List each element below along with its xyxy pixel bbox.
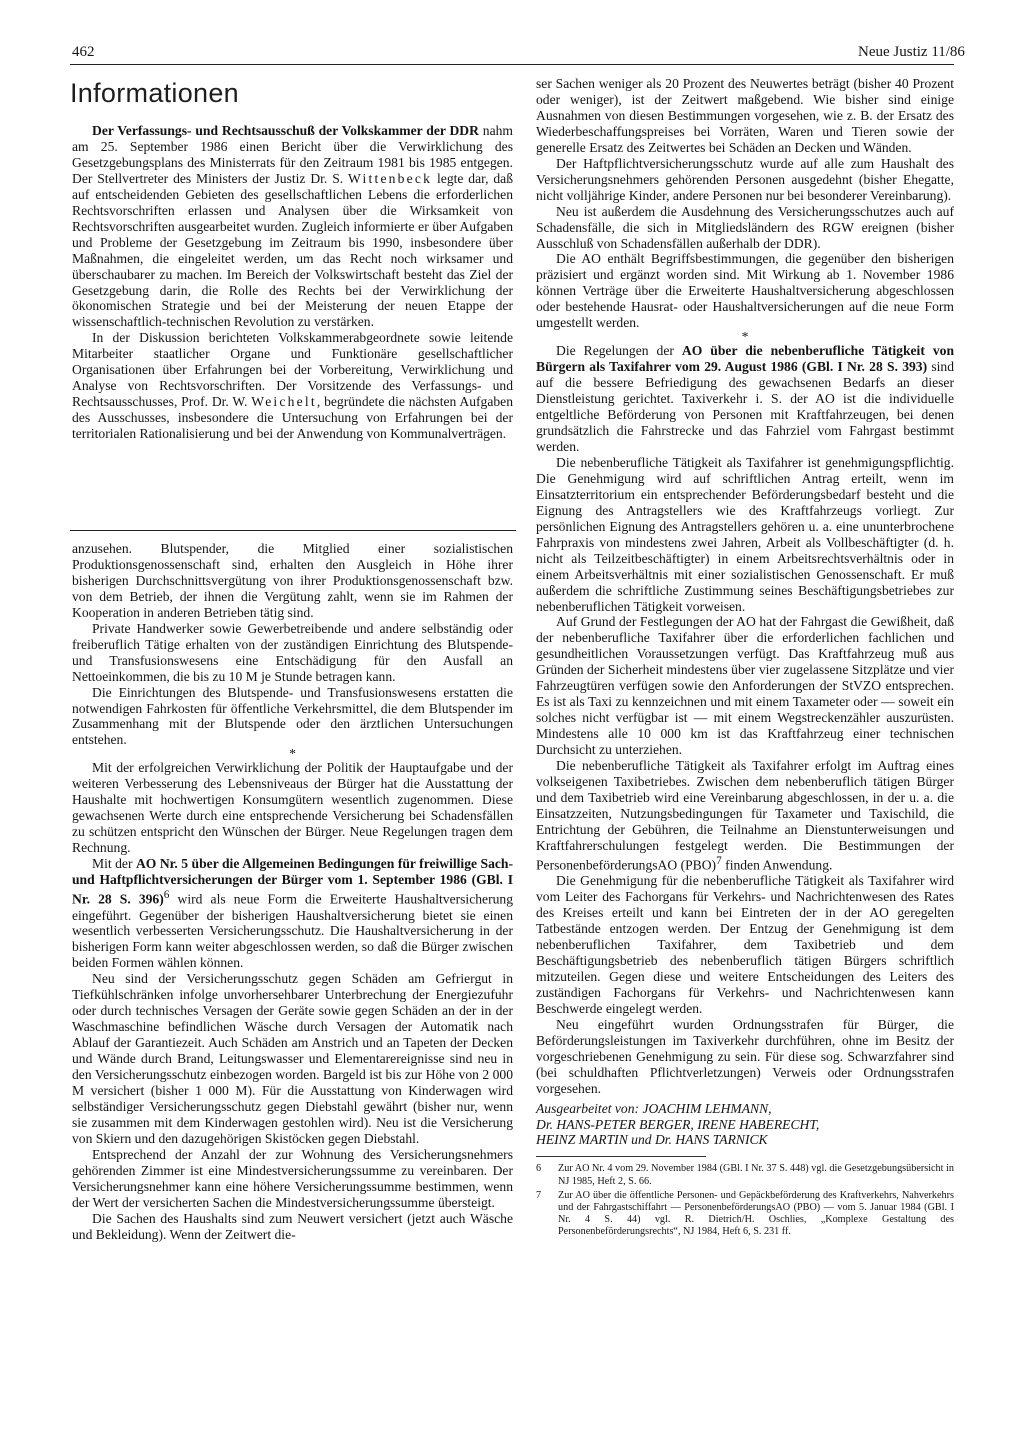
paragraph: Private Handwerker sowie Gewerbetreibende und andere selbständig oder freiberuflich Tätige erhalten von der zuständigen Einrichtung des Blutspende- und Transfusionswesens eine Entschädigung für den Ausfall an Nettoeinkommen, die bis zu 10 M je Stunde betragen kann.: [72, 620, 513, 684]
footnote: 6 Zur AO Nr. 4 vom 29. November 1984 (GBl. I Nr. 37 S. 448) vgl. die Gesetzgebungsübersicht in NJ 1985, Heft 2, S. 66.: [536, 1163, 954, 1187]
paragraph: Mit der AO Nr. 5 über die Allgemeinen Bedingungen für freiwillige Sach- und Haftpflichtversicherungen der Bürger vom 1. September 1986 (GBl. I Nr. 28 S. 396)$^6$ wird als neue Form die Erweiterte Haushaltversicherung eingeführt. Gegenüber der bisherigen Haushaltversicherung bietet sie einen wesentlich verbesserten Versicherungsschutz. Die Haushaltversicherung in der bisherigen Form kann weiter abgeschlossen werden, so daß die Bürger zwischen beiden Formen wählen können.: [72, 856, 513, 971]
paragraph: ser Sachen weniger als 20 Prozent des Neuwertes beträgt (bisher 40 Prozent oder weniger), ist der Zeitwert maßgebend. Wie bisher sind einige Ausnahmen von diesen Bestimmungen vorgesehen, wie z. B. der Ersatz des Wiederbeschaffungspreises bei Vorräten, Waren und Tieren sowie der generelle Ersatz des Zeitwertes bei Schäden an Decken und Wänden.: [536, 76, 954, 155]
paragraph: anzusehen. Blutspender, die Mitglied einer sozialistischen Produktionsgenossenschaft sind, erhalten den Ausgleich in Höhe ihrer bisherigen Durchschnittsvergütung von ihrer Produktionsgenossenschaft bzw. von dem Betrieb, der ihnen die Vergütung zahlt, wenn sie im Rahmen der Kooperation in anderen Betrieben tätig sind.: [72, 541, 513, 620]
paragraph: Der Haftpflichtversicherungsschutz wurde auf alle zum Haushalt des Versicherungsnehmers gehörenden Personen ausgedehnt (bisher Ehegatte, nicht volljährige Kinder, andere Personen nur bei besonderer Vereinbarung).: [536, 155, 954, 203]
article-verfassungsausschuss: [72, 123, 513, 442]
paragraph: Die nebenberufliche Tätigkeit als Taxifahrer ist genehmigungspflichtig. Die Genehmigung wird auf schriftlichen Antrag erteilt, wenn im Einsatzterritorium ein entsprechender Beförderungsbedarf besteht und die Eignung des Antragstellers wie des Kraftfahrzeugs vorliegt. Zur persönlichen Eignung des Antragstellers gehören u. a. eine ununterbrochene Fahrpraxis von mindestens zwei Jahren, Arbeit als Vollbeschäftigter (d. h. nicht als Teilzeitbeschäftigter) in einem Arbeitsrechtsverhältnis oder in einem Arbeitsverhältnis mit einer sozialistischen Genossenschaft. Er muß außerdem die schriftliche Zustimmung seines Beschäftigungsbetriebes zur nebenberuflichen Tätigkeit vorweisen.: [536, 454, 954, 614]
paragraph: Entsprechend der Anzahl der zur Wohnung des Versicherungsnehmers gehörenden Zimmer ist eine Mindestversicherungssumme zu vereinbaren. Der Versicherungsnehmer kann eine höhere Versicherungssumme bestimmen, wenn der Wert der versicherten Sachen die Mindestversicherungssumme übersteigt.: [72, 1146, 513, 1210]
author-credit: Ausgearbeitet von: JOACHIM LEHMANN, Dr. HANS-PETER BERGER, IRENE HABERECHT, HEINZ MARTIN und Dr. HANS TARNICK: [536, 1100, 820, 1148]
article-divider: [70, 530, 516, 531]
footnote: 7 Zur AO über die öffentliche Personen- und Gepäckbeförderung des Kraftverkehrs, Nahverkehrs und der Fahrgastschiffahrt — PersonenbeförderungsAO (PBO) — vom 5. Januar 1984 (GBl. I Nr. 4 S. 44) vgl. R. Dietrich/H. Oschlies, „Komplexe Gestaltung des Personenbeförderungsrechts“, NJ 1984, Heft 6, S. 231 ff.: [536, 1189, 954, 1238]
section-title: Informationen: [70, 78, 239, 108]
paragraph: Neu sind der Versicherungsschutz gegen Schäden am Gefriergut in Tiefkühlschränken infolge unvorhersehbarer Unterbrechung der Energiezufuhr oder durch technisches Versagen der Geräte sowie gegen Schäden an der in der Waschmaschine befindlichen Wäsche durch Versagen der Automatik nach Ablauf der Garantiezeit. Auch Schäden am Anstrich und an Tapeten der Decken und Wände durch Brand, Leitungswasser und Elementarereignisse sind neu in den Versicherungsschutz einbezogen worden. Bargeld ist bis zur Höhe von 2 000 M versichert (bisher 1 000 M). Für die Ausstattung von Kinderwagen wird selbständiger Versicherungsschutz gegen Diebstahl gewährt (bisher nur, wenn sie zusammen mit dem Kinderwagen gestohlen wird). Neu ist die Versicherung von Skiern und den dazugehörigen Skistöcken gegen Diebstahl.: [72, 971, 513, 1146]
paragraph: Die Regelungen der AO über die nebenberufliche Tätigkeit von Bürgern als Taxifahrer vom 29. August 1986 (GBl. I Nr. 28 S. 393) sind auf die bessere Befriedigung des gewachsenen Bedarfs an dieser Dienstleistung gerichtet. Taxiverkehr i. S. der AO ist die individuelle entgeltliche Beförderung von Personen mit Kraftfahrzeugen, bei denen grundsätzlich die Fahrstrecke und das Fahrziel vom Fahrgast bestimmt werden.: [536, 343, 955, 454]
right-column-text: [536, 76, 954, 1241]
section-separator: *: [289, 746, 296, 762]
paragraph: Die Genehmigung für die nebenberufliche Tätigkeit als Taxifahrer wird vom Leiter des Fachorgans für Verkehrs- und Nachrichtenwesen des Rates des Kreises erteilt und kann bei Eintreten der in der AO geregelten Tatbestände entzogen werden. Der Entzug der Genehmigung ist dem nebenberuflichen Taxifahrer, dem Taxibetrieb und dem Beschäftigungsbetrieb des nebenberuflich tätigen Bürgers schriftlich mitzuteilen. Gegen diese und weitere Entscheidungen des Leiters des zuständigen Fachorgans für Verkehrs- und Nachrichtenwesen kann Beschwerde eingelegt werden.: [536, 873, 954, 1016]
paragraph: Die Sachen des Haushalts sind zum Neuwert versichert (jetzt auch Wäsche und Bekleidung). Wenn der Zeitwert die-: [72, 1210, 513, 1242]
paragraph: Mit der erfolgreichen Verwirklichung der Politik der Hauptaufgabe und der weiteren Verbesserung des Lebensniveaus der Bürger hat die Ausstattung der Haushalte mit hochwertigen Konsumgütern wesentlich zugenommen. Diese gewachsenen Werte durch eine entsprechende Versicherung bei Schadensfällen zu schützen entspricht den Wünschen der Bürger. Neue Regelungen tragen dem Rechnung.: [72, 760, 513, 856]
paragraph: In der Diskussion berichteten Volkskammerabgeordnete sowie leitende Mitarbeiter staatlicher Organe und Funktionäre gesellschaftlicher Organisationen über Erfahrungen bei der Vorbereitung, Verwirklichung und Analyse von Rechtsvorschriften. Der Vorsitzende des Verfassungs- und Rechtsausschusses, Prof. Dr. W. Weichelt, begründete die nächsten Aufgaben des Ausschusses, insbesondere die Untersuchung von Erfahrungen bei der territorialen Rationalisierung und bei der Anwendung von Kommunalverträgen.: [72, 330, 513, 442]
page-number: 462: [72, 44, 95, 60]
paragraph: Neu eingeführt wurden Ordnungsstrafen für Bürger, die Beförderungsleistungen im Taxiverkehr durchführen, ohne im Besitz der vorgeschriebenen Genehmigung zu sein. Für diese sog. Schwarzfahrer sind (bei schuldhaften Pflichtverletzungen) Verweis oder Ordnungsstrafen vorgesehen.: [536, 1016, 954, 1096]
paragraph: Der Verfassungs- und Rechtsausschuß der Volkskammer der DDR nahm am 25. September 1986 einen Bericht über die Verwirklichung des Gesetzgebungsplans des Ministerrats für den Zeitraum 1981 bis 1985 entgegen. Der Stellvertreter des Ministers der Justiz Dr. S. Wittenbeck legte dar, daß auf entscheidenden Gebieten des gesellschaftlichen Lebens die erforderlichen Rechtsvorschriften erlassen und Analysen über die Wirksamkeit von Rechtsvorschriften ausgearbeitet wurden. Zugleich informierte er über Aufgaben und Probleme der Gesetzgebung im Zeitraum bis 1990, insbesondere über Maßnahmen, die eingeleitet werden, um das Recht noch wirksamer und überschaubarer zu machen. Im Bereich der Volkswirtschaft besteht das Ziel der Gesetzgebung darin, die Rolle des Rechts bei der Verwirklichung der ökonomischen Strategie und bei der Meisterung der neuen Etappe der wissenschaftlich-technischen Revolution zu verstärken.: [72, 123, 513, 330]
header-rule: [70, 64, 954, 65]
section-separator: *: [741, 329, 749, 345]
footnotes: [536, 1163, 954, 1238]
footnote-rule: [536, 1156, 706, 1157]
paragraph: Auf Grund der Festlegungen der AO hat der Fahrgast die Gewißheit, daß der nebenberufliche Taxifahrer über die erforderlichen fachlichen und gesundheitlichen Voraussetzungen verfügt. Das Kraftfahrzeug muß aus Gründen der Sicherheit mindestens über vier zugelassene Sitzplätze und vier Fahrzeugtüren verfügen sowie den Anforderungen der StVZO entsprechen. Es ist als Taxi zu kennzeichnen und mit einem Taxameter oder — soweit ein solches nicht verfügbar ist — mit einem Wegstreckenzähler auszurüsten. Mindestens alle 10 000 km ist das Kraftfahrzeug einer technischen Durchsicht zu unterziehen.: [536, 614, 954, 758]
paragraph: Die AO enthält Begriffsbestimmungen, die gegenüber den bisherigen präzisiert und ergänzt worden sind. Mit Wirkung ab 1. November 1986 können Verträge über die Erweiterte Haushaltversicherung abgeschlossen oder bestehende Hausrat- oder Haushaltversicherungen auf die neue Form umgestellt werden.: [536, 251, 954, 331]
paragraph: Die Einrichtungen des Blutspende- und Transfusionswesens erstatten die notwendigen Fahrkosten für öffentliche Verkehrsmittel, die dem Blutspender im Zusammenhang mit der Blutspende oder den ärztlichen Untersuchungen entstehen.: [72, 684, 513, 748]
paragraph: Die nebenberufliche Tätigkeit als Taxifahrer erfolgt im Auftrag eines volkseigenen Taxibetriebes. Zwischen dem nebenberuflich tätigen Bürger und dem Taxibetrieb wird eine Vereinbarung abgeschlossen, in der u. a. die Einsatzzeiten, Nutzungsbedingungen für Taxameter und Taxischild, die Entrichtung der Gebühren, die Teilnahme an Dienstunterweisungen und Kraftfahrerschulungen festgelegt werden. Die Bestimmungen der PersonenbeförderungsAO (PBO)$^7$ finden Anwendung.: [536, 758, 954, 873]
left-column-text: [72, 541, 513, 1243]
paragraph: Neu ist außerdem die Ausdehnung des Versicherungsschutzes auch auf Schadensfälle, die sich in Mitgliedsländern des RGW ereignen (bisher Ausschluß von Schadensfällen außerhalb der DDR).: [536, 203, 954, 251]
journal-issue: Neue Justiz 11/86: [858, 44, 965, 60]
